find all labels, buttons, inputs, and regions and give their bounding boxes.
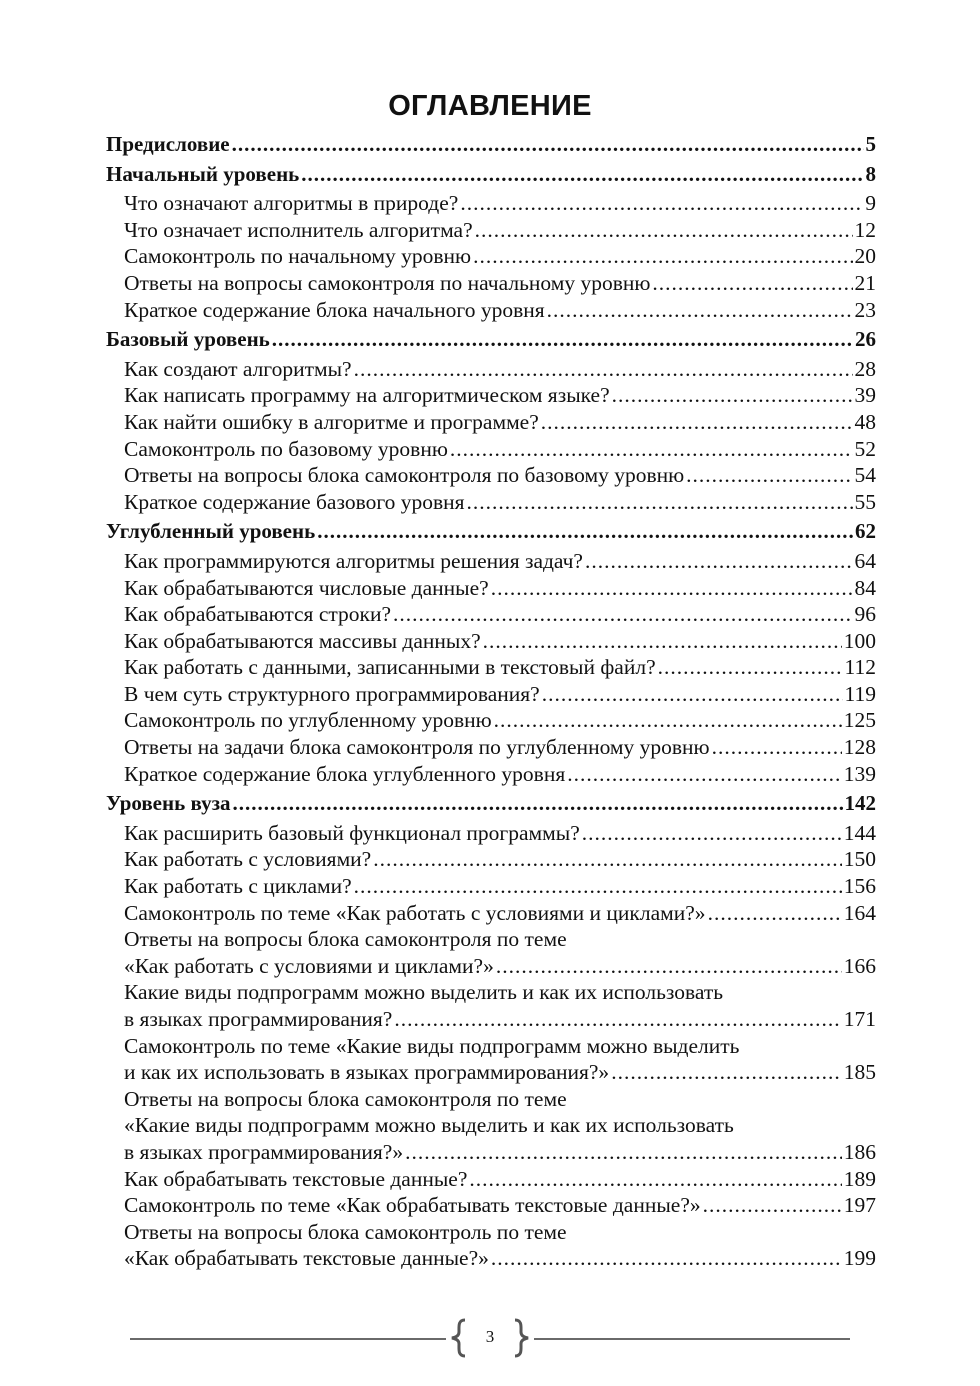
dot-leader <box>652 270 852 297</box>
toc-page-number: 156 <box>843 874 876 899</box>
toc-section-entry <box>106 979 876 1032</box>
toc-section-entry <box>106 489 876 516</box>
toc-page-number: 54 <box>854 463 876 488</box>
dot-leader <box>547 297 853 324</box>
dot-leader <box>373 846 842 873</box>
dot-leader <box>450 436 853 463</box>
toc-entry-line <box>124 489 876 516</box>
toc-entry-text: в языках программирования? <box>124 1007 393 1031</box>
toc-section-entry <box>106 926 876 979</box>
toc-section-entry <box>106 1086 876 1166</box>
dot-leader <box>611 1059 842 1086</box>
dot-leader <box>703 1192 842 1219</box>
toc-entry-text: и как их использовать в языках программирования?» <box>124 1060 610 1085</box>
page-number: 3 <box>485 1327 495 1346</box>
dot-leader <box>232 131 864 158</box>
dot-leader <box>585 548 853 575</box>
toc-entry-text: Ответы на вопросы блока самоконтроля по базовому уровню <box>124 463 685 488</box>
dot-leader <box>233 790 843 817</box>
toc-page-number: 9 <box>865 191 876 216</box>
toc-entry-text: Краткое содержание блока начального уровня <box>124 297 545 322</box>
toc-page-number: 39 <box>854 383 876 408</box>
toc-section-entry <box>106 846 876 873</box>
toc-section-entry <box>106 436 876 463</box>
toc-entry-line <box>124 1245 876 1272</box>
toc-entry-line <box>124 601 876 628</box>
toc-entry-text: Самоконтроль по теме «Как обрабатывать текстовые данные?» <box>124 1193 701 1218</box>
dot-leader <box>483 628 842 655</box>
toc-entry-line <box>106 518 876 545</box>
toc-page-number: 23 <box>854 297 876 322</box>
toc-entry-line <box>124 900 876 927</box>
toc-section-entry <box>106 575 876 602</box>
dot-leader <box>582 820 842 847</box>
dot-leader <box>467 489 853 516</box>
toc-section-entry <box>106 707 876 734</box>
dot-leader <box>542 681 843 708</box>
dot-leader <box>473 243 852 270</box>
toc-entry-text: «Как обрабатывать текстовые данные?» <box>124 1246 489 1271</box>
toc-page-number: 62 <box>855 519 876 544</box>
toc-page-number: 5 <box>865 132 876 156</box>
toc-page-number: 199 <box>843 1246 876 1271</box>
toc-page-number: 185 <box>843 1060 876 1085</box>
toc-section-entry <box>106 601 876 628</box>
toc-entry-text: Как работать с циклами? <box>124 874 352 899</box>
toc-entry-line <box>124 1166 876 1193</box>
toc-entry-line <box>106 326 876 353</box>
toc-entry-line <box>124 575 876 602</box>
toc-page-number: 144 <box>843 820 876 845</box>
dot-leader <box>658 654 843 681</box>
dot-leader <box>460 190 863 217</box>
dot-leader <box>272 326 853 353</box>
toc-page-number: 96 <box>854 602 876 627</box>
toc-section-entry <box>106 462 876 489</box>
toc-entry-line <box>106 161 876 188</box>
toc-entry-line <box>124 270 876 297</box>
toc-section-entry <box>106 270 876 297</box>
toc-section-entry <box>106 382 876 409</box>
toc-section-entry <box>106 297 876 324</box>
toc-section-entry <box>106 1192 876 1219</box>
toc-entry-text: Самоконтроль по теме «Какие виды подпрограмм можно выделить <box>124 1033 740 1058</box>
toc-entry-text: «Какие виды подпрограмм можно выделить и как их использовать <box>124 1113 734 1138</box>
toc-page-number: 164 <box>843 900 876 925</box>
toc-page-number: 166 <box>843 953 876 978</box>
toc-entry-line <box>124 761 876 788</box>
toc-entry-line <box>124 382 876 409</box>
dot-leader <box>496 953 842 980</box>
toc-section-entry <box>106 734 876 761</box>
toc-section-entry <box>106 654 876 681</box>
toc-section-entry <box>106 761 876 788</box>
toc-entry-line <box>124 243 876 270</box>
page-title: ОГЛАВЛЕНИЕ <box>388 90 592 122</box>
toc-entry-line <box>124 734 876 761</box>
toc-entry-text: Как создают алгоритмы? <box>124 356 352 381</box>
toc-entry-line <box>124 217 876 244</box>
toc-entry-text: Краткое содержание блока углубленного уровня <box>124 761 566 786</box>
toc-entry-text: В чем суть структурного программирования? <box>124 681 540 706</box>
toc-page-number: 100 <box>843 628 876 653</box>
dot-leader <box>708 900 842 927</box>
toc-entry-line <box>124 548 876 575</box>
toc-section-entry <box>106 1219 876 1272</box>
toc-chapter-entry <box>106 161 876 188</box>
toc-page-number: 119 <box>844 681 876 706</box>
toc-section-entry <box>106 356 876 383</box>
dot-leader <box>405 1139 842 1166</box>
dot-leader <box>686 462 852 489</box>
toc-entry-text: в языках программирования?» <box>124 1139 404 1164</box>
toc-entry-text: Как расширить базовый функционал программы? <box>124 820 580 845</box>
toc-section-entry <box>106 900 876 927</box>
toc-page-number: 12 <box>854 217 876 242</box>
toc-entry-line <box>124 820 876 847</box>
toc-entry-text: Самоконтроль по теме «Как работать с условиями и циклами?» <box>124 900 706 925</box>
toc-entry-line <box>124 953 876 980</box>
toc-entry-text: Ответы на вопросы самоконтроля по начальному уровню <box>124 270 651 295</box>
toc-entry-text: Углубленный уровень <box>106 519 316 544</box>
toc-entry-text: Что означает исполнитель алгоритма? <box>124 217 473 242</box>
toc-entry-line <box>124 846 876 873</box>
dot-leader <box>612 382 853 409</box>
toc-entry-text: Ответы на вопросы блока самоконтроля по теме <box>124 927 567 952</box>
dot-leader <box>541 409 853 436</box>
toc-page-number: 21 <box>854 270 876 295</box>
toc-page-number: 186 <box>843 1139 876 1164</box>
toc-page-number: 28 <box>854 356 876 381</box>
toc-chapter-entry <box>106 790 876 817</box>
toc-entry-text: Начальный уровень <box>106 161 300 186</box>
toc-page-number: 142 <box>844 791 876 816</box>
toc-page-number: 84 <box>854 575 876 600</box>
dot-leader <box>567 761 842 788</box>
toc-chapter-entry <box>106 326 876 353</box>
dot-leader <box>491 1245 842 1272</box>
dot-leader <box>394 1006 841 1033</box>
toc-section-entry <box>106 190 876 217</box>
toc-entry-line <box>124 654 876 681</box>
toc-entry-text: Какие виды подпрограмм можно выделить и как их использовать <box>124 980 724 1005</box>
toc-entry-line <box>124 707 876 734</box>
dot-leader <box>301 161 863 188</box>
toc-entry-line <box>124 462 876 489</box>
toc-page-number: 20 <box>854 244 876 269</box>
toc-chapter-entry <box>106 518 876 545</box>
toc-section-entry <box>106 1033 876 1086</box>
footer-rule-right <box>534 1338 850 1340</box>
toc-page-number: 112 <box>844 655 876 680</box>
toc-entry-text: Краткое содержание базового уровня <box>124 489 465 514</box>
footer-rule-left <box>130 1338 446 1340</box>
toc-entry-text: Как работать с условиями? <box>124 847 372 872</box>
dot-leader <box>317 518 853 545</box>
toc-section-entry <box>106 873 876 900</box>
toc-page-number: 52 <box>854 436 876 461</box>
toc-entry-text: Ответы на задачи блока самоконтроля по углубленному уровню <box>124 735 710 760</box>
toc-page-number: 189 <box>843 1166 876 1191</box>
toc-entry-text: Самоконтроль по начальному уровню <box>124 244 472 269</box>
toc-page-number: 139 <box>843 761 876 786</box>
toc-entry-line <box>124 628 876 655</box>
toc-entry-line <box>124 873 876 900</box>
toc-entry-text: Ответы на вопросы блока самоконтроль по теме <box>124 1219 567 1244</box>
toc-section-entry <box>106 820 876 847</box>
toc-entry-text: Самоконтроль по базовому уровню <box>124 436 448 461</box>
toc-entry-text: Как обрабатывать текстовые данные? <box>124 1166 468 1191</box>
dot-leader <box>494 707 842 734</box>
toc-entry-line <box>124 1059 876 1086</box>
table-of-contents <box>106 131 876 1272</box>
toc-entry-text: Предисловие <box>106 132 230 156</box>
toc-entry-text: Что означают алгоритмы в природе? <box>124 191 459 216</box>
toc-entry-line <box>124 409 876 436</box>
toc-page-number: 64 <box>854 548 876 573</box>
toc-entry-text: Как обрабатываются массивы данных? <box>124 628 481 653</box>
toc-entry-text: Как обрабатываются числовые данные? <box>124 575 489 600</box>
toc-entry-text: Базовый уровень <box>106 327 270 352</box>
toc-section-entry <box>106 1166 876 1193</box>
toc-entry-line <box>124 356 876 383</box>
dot-leader <box>712 734 842 761</box>
toc-entry-line <box>124 436 876 463</box>
toc-page-number: 8 <box>865 161 876 186</box>
right-brace-icon <box>510 1318 532 1358</box>
toc-entry-text: Как программируются алгоритмы решения задач? <box>124 548 583 573</box>
toc-entry-text: Как обрабатываются строки? <box>124 602 392 627</box>
toc-entry-text: Ответы на вопросы блока самоконтроля по теме <box>124 1086 567 1111</box>
toc-section-entry <box>106 628 876 655</box>
toc-entry-line <box>124 1192 876 1219</box>
toc-entry-line <box>124 297 876 324</box>
dot-leader <box>469 1166 841 1193</box>
toc-page-number: 55 <box>854 489 876 514</box>
toc-entry-line <box>106 790 876 817</box>
toc-chapter-entry <box>106 131 876 158</box>
toc-entry-text: Как найти ошибку в алгоритме и программе? <box>124 409 539 434</box>
toc-entry-line <box>124 1139 876 1166</box>
dot-leader <box>393 601 852 628</box>
dot-leader <box>475 217 853 244</box>
toc-section-entry <box>106 681 876 708</box>
toc-page-number: 26 <box>855 327 876 352</box>
dot-leader <box>354 873 842 900</box>
toc-entry-text: Как работать с данными, записанными в текстовый файл? <box>124 655 656 680</box>
toc-section-entry <box>106 548 876 575</box>
toc-page-number: 48 <box>854 409 876 434</box>
toc-entry-line <box>124 190 876 217</box>
toc-page-number: 197 <box>843 1193 876 1218</box>
toc-section-entry <box>106 243 876 270</box>
toc-page-number: 128 <box>843 735 876 760</box>
toc-entry-text: «Как работать с условиями и циклами?» <box>124 953 494 978</box>
toc-entry-text: Самоконтроль по углубленному уровню <box>124 708 492 733</box>
dot-leader <box>491 575 853 602</box>
toc-entry-text: Уровень вуза <box>106 791 231 816</box>
toc-entry-text: Как написать программу на алгоритмическом языке? <box>124 383 610 408</box>
toc-entry-line <box>106 131 876 158</box>
toc-page-number: 150 <box>843 847 876 872</box>
toc-section-entry <box>106 217 876 244</box>
dot-leader <box>354 356 853 383</box>
toc-entry-line <box>124 681 876 708</box>
toc-page-number: 171 <box>843 1007 876 1031</box>
toc-section-entry <box>106 409 876 436</box>
toc-page-number: 125 <box>843 708 876 733</box>
toc-entry-line <box>124 1006 876 1033</box>
page-footer <box>130 1318 850 1358</box>
left-brace-icon <box>448 1318 470 1358</box>
